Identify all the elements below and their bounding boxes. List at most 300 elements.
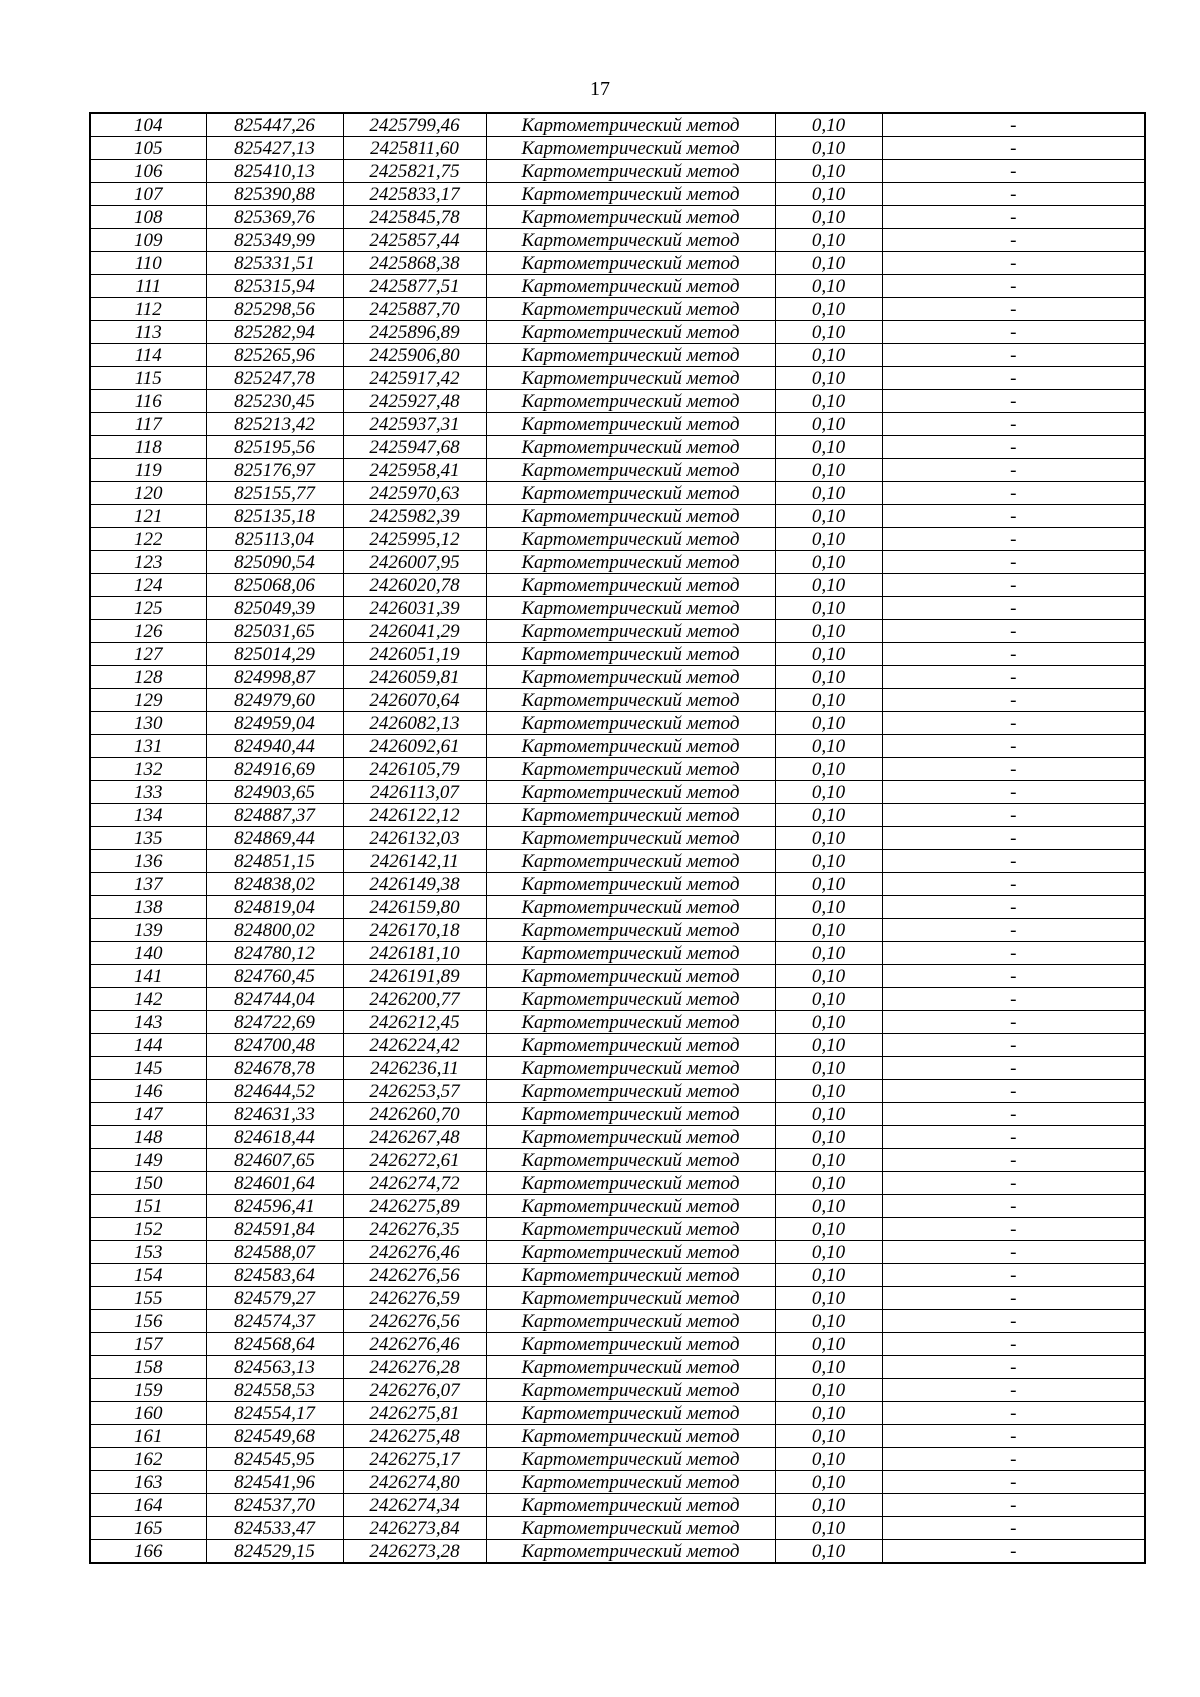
point-number-cell: 166 (90, 1540, 206, 1564)
y-coordinate-cell: 2426031,39 (343, 597, 486, 620)
method-cell: Картометрический метод (486, 574, 775, 597)
description-cell: - (882, 275, 1145, 298)
table-row (90, 1379, 1145, 1402)
accuracy-cell: 0,10 (775, 367, 882, 390)
description-cell: - (882, 1540, 1145, 1564)
point-number-cell: 138 (90, 896, 206, 919)
x-coordinate-cell: 825049,39 (206, 597, 343, 620)
method-cell: Картометрический метод (486, 988, 775, 1011)
point-number-cell: 155 (90, 1287, 206, 1310)
accuracy-cell: 0,10 (775, 1494, 882, 1517)
description-cell: - (882, 1011, 1145, 1034)
table-row (90, 321, 1145, 344)
description-cell: - (882, 229, 1145, 252)
x-coordinate-cell: 824529,15 (206, 1540, 343, 1564)
y-coordinate-cell: 2426260,70 (343, 1103, 486, 1126)
method-cell: Картометрический метод (486, 321, 775, 344)
description-cell: - (882, 1264, 1145, 1287)
point-number-cell: 141 (90, 965, 206, 988)
x-coordinate-cell: 824644,52 (206, 1080, 343, 1103)
y-coordinate-cell: 2426275,81 (343, 1402, 486, 1425)
table-row (90, 1494, 1145, 1517)
description-cell: - (882, 1241, 1145, 1264)
table-row (90, 137, 1145, 160)
method-cell: Картометрический метод (486, 551, 775, 574)
point-number-cell: 112 (90, 298, 206, 321)
method-cell: Картометрический метод (486, 1034, 775, 1057)
table-row (90, 1471, 1145, 1494)
point-number-cell: 161 (90, 1425, 206, 1448)
x-coordinate-cell: 824916,69 (206, 758, 343, 781)
accuracy-cell: 0,10 (775, 1448, 882, 1471)
table-row (90, 597, 1145, 620)
description-cell: - (882, 390, 1145, 413)
table-row (90, 413, 1145, 436)
point-number-cell: 105 (90, 137, 206, 160)
method-cell: Картометрический метод (486, 942, 775, 965)
description-cell: - (882, 643, 1145, 666)
accuracy-cell: 0,10 (775, 1333, 882, 1356)
table-row (90, 827, 1145, 850)
description-cell: - (882, 1218, 1145, 1241)
point-number-cell: 108 (90, 206, 206, 229)
point-number-cell: 131 (90, 735, 206, 758)
point-number-cell: 124 (90, 574, 206, 597)
y-coordinate-cell: 2426276,46 (343, 1333, 486, 1356)
accuracy-cell: 0,10 (775, 528, 882, 551)
method-cell: Картометрический метод (486, 1379, 775, 1402)
method-cell: Картометрический метод (486, 1356, 775, 1379)
accuracy-cell: 0,10 (775, 574, 882, 597)
description-cell: - (882, 551, 1145, 574)
accuracy-cell: 0,10 (775, 1195, 882, 1218)
accuracy-cell: 0,10 (775, 1103, 882, 1126)
description-cell: - (882, 183, 1145, 206)
method-cell: Картометрический метод (486, 827, 775, 850)
y-coordinate-cell: 2426273,84 (343, 1517, 486, 1540)
description-cell: - (882, 1356, 1145, 1379)
y-coordinate-cell: 2426274,80 (343, 1471, 486, 1494)
method-cell: Картометрический метод (486, 367, 775, 390)
y-coordinate-cell: 2426092,61 (343, 735, 486, 758)
accuracy-cell: 0,10 (775, 1034, 882, 1057)
point-number-cell: 121 (90, 505, 206, 528)
point-number-cell: 110 (90, 252, 206, 275)
x-coordinate-cell: 824591,84 (206, 1218, 343, 1241)
accuracy-cell: 0,10 (775, 1517, 882, 1540)
y-coordinate-cell: 2426122,12 (343, 804, 486, 827)
point-number-cell: 134 (90, 804, 206, 827)
table-row (90, 252, 1145, 275)
table-row (90, 620, 1145, 643)
method-cell: Картометрический метод (486, 1126, 775, 1149)
x-coordinate-cell: 824800,02 (206, 919, 343, 942)
y-coordinate-cell: 2426275,89 (343, 1195, 486, 1218)
table-row (90, 574, 1145, 597)
accuracy-cell: 0,10 (775, 827, 882, 850)
x-coordinate-cell: 824533,47 (206, 1517, 343, 1540)
point-number-cell: 165 (90, 1517, 206, 1540)
x-coordinate-cell: 824596,41 (206, 1195, 343, 1218)
x-coordinate-cell: 825282,94 (206, 321, 343, 344)
point-number-cell: 146 (90, 1080, 206, 1103)
accuracy-cell: 0,10 (775, 643, 882, 666)
table-row (90, 528, 1145, 551)
y-coordinate-cell: 2426276,56 (343, 1310, 486, 1333)
point-number-cell: 104 (90, 113, 206, 137)
table-row (90, 873, 1145, 896)
method-cell: Картометрический метод (486, 712, 775, 735)
y-coordinate-cell: 2425811,60 (343, 137, 486, 160)
table-row (90, 942, 1145, 965)
method-cell: Картометрический метод (486, 666, 775, 689)
method-cell: Картометрический метод (486, 1149, 775, 1172)
point-number-cell: 163 (90, 1471, 206, 1494)
table-row (90, 1126, 1145, 1149)
description-cell: - (882, 1379, 1145, 1402)
y-coordinate-cell: 2426276,35 (343, 1218, 486, 1241)
y-coordinate-cell: 2425958,41 (343, 459, 486, 482)
description-cell: - (882, 597, 1145, 620)
accuracy-cell: 0,10 (775, 919, 882, 942)
accuracy-cell: 0,10 (775, 551, 882, 574)
table-row (90, 275, 1145, 298)
accuracy-cell: 0,10 (775, 712, 882, 735)
accuracy-cell: 0,10 (775, 183, 882, 206)
y-coordinate-cell: 2425833,17 (343, 183, 486, 206)
table-row (90, 206, 1145, 229)
description-cell: - (882, 1425, 1145, 1448)
point-number-cell: 122 (90, 528, 206, 551)
description-cell: - (882, 850, 1145, 873)
table-row (90, 1264, 1145, 1287)
table-row (90, 1517, 1145, 1540)
table-row (90, 436, 1145, 459)
description-cell: - (882, 1172, 1145, 1195)
y-coordinate-cell: 2426020,78 (343, 574, 486, 597)
method-cell: Картометрический метод (486, 252, 775, 275)
accuracy-cell: 0,10 (775, 758, 882, 781)
table-row (90, 804, 1145, 827)
x-coordinate-cell: 824780,12 (206, 942, 343, 965)
x-coordinate-cell: 824545,95 (206, 1448, 343, 1471)
y-coordinate-cell: 2426274,34 (343, 1494, 486, 1517)
point-number-cell: 144 (90, 1034, 206, 1057)
table-row (90, 1310, 1145, 1333)
x-coordinate-cell: 824998,87 (206, 666, 343, 689)
description-cell: - (882, 1494, 1145, 1517)
point-number-cell: 145 (90, 1057, 206, 1080)
table-row (90, 1172, 1145, 1195)
table-row (90, 298, 1145, 321)
description-cell: - (882, 367, 1145, 390)
description-cell: - (882, 735, 1145, 758)
y-coordinate-cell: 2425821,75 (343, 160, 486, 183)
x-coordinate-cell: 824541,96 (206, 1471, 343, 1494)
page-number: 17 (590, 78, 610, 100)
point-number-cell: 118 (90, 436, 206, 459)
method-cell: Картометрический метод (486, 482, 775, 505)
method-cell: Картометрический метод (486, 206, 775, 229)
point-number-cell: 111 (90, 275, 206, 298)
table-row (90, 482, 1145, 505)
y-coordinate-cell: 2426181,10 (343, 942, 486, 965)
point-number-cell: 115 (90, 367, 206, 390)
x-coordinate-cell: 824601,64 (206, 1172, 343, 1195)
accuracy-cell: 0,10 (775, 1241, 882, 1264)
description-cell: - (882, 919, 1145, 942)
x-coordinate-cell: 824549,68 (206, 1425, 343, 1448)
x-coordinate-cell: 825247,78 (206, 367, 343, 390)
table-row (90, 1402, 1145, 1425)
method-cell: Картометрический метод (486, 390, 775, 413)
point-number-cell: 142 (90, 988, 206, 1011)
accuracy-cell: 0,10 (775, 1540, 882, 1564)
method-cell: Картометрический метод (486, 160, 775, 183)
y-coordinate-cell: 2426276,59 (343, 1287, 486, 1310)
point-number-cell: 133 (90, 781, 206, 804)
x-coordinate-cell: 825230,45 (206, 390, 343, 413)
point-number-cell: 132 (90, 758, 206, 781)
x-coordinate-cell: 824583,64 (206, 1264, 343, 1287)
x-coordinate-cell: 824722,69 (206, 1011, 343, 1034)
table-row (90, 643, 1145, 666)
description-cell: - (882, 1080, 1145, 1103)
x-coordinate-cell: 825447,26 (206, 113, 343, 137)
description-cell: - (882, 1103, 1145, 1126)
y-coordinate-cell: 2425877,51 (343, 275, 486, 298)
description-cell: - (882, 206, 1145, 229)
x-coordinate-cell: 824903,65 (206, 781, 343, 804)
method-cell: Картометрический метод (486, 850, 775, 873)
table-row (90, 1034, 1145, 1057)
description-cell: - (882, 321, 1145, 344)
y-coordinate-cell: 2426274,72 (343, 1172, 486, 1195)
table-row (90, 459, 1145, 482)
table-row (90, 1195, 1145, 1218)
method-cell: Картометрический метод (486, 1540, 775, 1564)
accuracy-cell: 0,10 (775, 1011, 882, 1034)
method-cell: Картометрический метод (486, 1402, 775, 1425)
description-cell: - (882, 1517, 1145, 1540)
point-number-cell: 113 (90, 321, 206, 344)
table-row (90, 551, 1145, 574)
point-number-cell: 148 (90, 1126, 206, 1149)
method-cell: Картометрический метод (486, 1241, 775, 1264)
x-coordinate-cell: 824537,70 (206, 1494, 343, 1517)
x-coordinate-cell: 825195,56 (206, 436, 343, 459)
y-coordinate-cell: 2425927,48 (343, 390, 486, 413)
x-coordinate-cell: 824838,02 (206, 873, 343, 896)
accuracy-cell: 0,10 (775, 113, 882, 137)
y-coordinate-cell: 2425868,38 (343, 252, 486, 275)
accuracy-cell: 0,10 (775, 1471, 882, 1494)
description-cell: - (882, 965, 1145, 988)
accuracy-cell: 0,10 (775, 1172, 882, 1195)
description-cell: - (882, 942, 1145, 965)
point-number-cell: 150 (90, 1172, 206, 1195)
description-cell: - (882, 436, 1145, 459)
accuracy-cell: 0,10 (775, 942, 882, 965)
description-cell: - (882, 666, 1145, 689)
x-coordinate-cell: 824887,37 (206, 804, 343, 827)
method-cell: Картометрический метод (486, 965, 775, 988)
description-cell: - (882, 1195, 1145, 1218)
point-number-cell: 143 (90, 1011, 206, 1034)
accuracy-cell: 0,10 (775, 413, 882, 436)
table-row (90, 1540, 1145, 1564)
method-cell: Картометрический метод (486, 1195, 775, 1218)
point-number-cell: 129 (90, 689, 206, 712)
accuracy-cell: 0,10 (775, 252, 882, 275)
description-cell: - (882, 689, 1145, 712)
y-coordinate-cell: 2425845,78 (343, 206, 486, 229)
y-coordinate-cell: 2426170,18 (343, 919, 486, 942)
y-coordinate-cell: 2426276,46 (343, 1241, 486, 1264)
y-coordinate-cell: 2426132,03 (343, 827, 486, 850)
x-coordinate-cell: 824554,17 (206, 1402, 343, 1425)
point-number-cell: 156 (90, 1310, 206, 1333)
accuracy-cell: 0,10 (775, 298, 882, 321)
x-coordinate-cell: 824744,04 (206, 988, 343, 1011)
description-cell: - (882, 505, 1145, 528)
y-coordinate-cell: 2426275,17 (343, 1448, 486, 1471)
method-cell: Картометрический метод (486, 113, 775, 137)
accuracy-cell: 0,10 (775, 1310, 882, 1333)
table-row (90, 1333, 1145, 1356)
y-coordinate-cell: 2426149,38 (343, 873, 486, 896)
table-body (90, 113, 1145, 1563)
table-row (90, 1425, 1145, 1448)
accuracy-cell: 0,10 (775, 735, 882, 758)
table-row (90, 896, 1145, 919)
point-number-cell: 116 (90, 390, 206, 413)
x-coordinate-cell: 824851,15 (206, 850, 343, 873)
method-cell: Картометрический метод (486, 298, 775, 321)
x-coordinate-cell: 825427,13 (206, 137, 343, 160)
y-coordinate-cell: 2425995,12 (343, 528, 486, 551)
point-number-cell: 151 (90, 1195, 206, 1218)
description-cell: - (882, 482, 1145, 505)
x-coordinate-cell: 824588,07 (206, 1241, 343, 1264)
x-coordinate-cell: 825315,94 (206, 275, 343, 298)
method-cell: Картометрический метод (486, 183, 775, 206)
point-number-cell: 120 (90, 482, 206, 505)
y-coordinate-cell: 2426253,57 (343, 1080, 486, 1103)
method-cell: Картометрический метод (486, 1425, 775, 1448)
accuracy-cell: 0,10 (775, 344, 882, 367)
table-row (90, 113, 1145, 137)
accuracy-cell: 0,10 (775, 436, 882, 459)
y-coordinate-cell: 2426212,45 (343, 1011, 486, 1034)
method-cell: Картометрический метод (486, 689, 775, 712)
y-coordinate-cell: 2426273,28 (343, 1540, 486, 1564)
x-coordinate-cell: 824979,60 (206, 689, 343, 712)
table-row (90, 735, 1145, 758)
y-coordinate-cell: 2425982,39 (343, 505, 486, 528)
x-coordinate-cell: 824819,04 (206, 896, 343, 919)
table-row (90, 390, 1145, 413)
accuracy-cell: 0,10 (775, 850, 882, 873)
method-cell: Картометрический метод (486, 1517, 775, 1540)
x-coordinate-cell: 824574,37 (206, 1310, 343, 1333)
x-coordinate-cell: 825410,13 (206, 160, 343, 183)
x-coordinate-cell: 825349,99 (206, 229, 343, 252)
method-cell: Картометрический метод (486, 1011, 775, 1034)
description-cell: - (882, 137, 1145, 160)
point-number-cell: 136 (90, 850, 206, 873)
description-cell: - (882, 712, 1145, 735)
table-row (90, 1080, 1145, 1103)
table-row (90, 1218, 1145, 1241)
point-number-cell: 127 (90, 643, 206, 666)
table-row (90, 758, 1145, 781)
y-coordinate-cell: 2426159,80 (343, 896, 486, 919)
method-cell: Картометрический метод (486, 1333, 775, 1356)
method-cell: Картометрический метод (486, 505, 775, 528)
y-coordinate-cell: 2425970,63 (343, 482, 486, 505)
description-cell: - (882, 252, 1145, 275)
accuracy-cell: 0,10 (775, 666, 882, 689)
y-coordinate-cell: 2426200,77 (343, 988, 486, 1011)
method-cell: Картометрический метод (486, 1057, 775, 1080)
method-cell: Картометрический метод (486, 597, 775, 620)
method-cell: Картометрический метод (486, 1264, 775, 1287)
method-cell: Картометрический метод (486, 1172, 775, 1195)
description-cell: - (882, 528, 1145, 551)
point-number-cell: 164 (90, 1494, 206, 1517)
accuracy-cell: 0,10 (775, 804, 882, 827)
accuracy-cell: 0,10 (775, 1379, 882, 1402)
table-row (90, 850, 1145, 873)
method-cell: Картометрический метод (486, 919, 775, 942)
accuracy-cell: 0,10 (775, 988, 882, 1011)
table-row (90, 1241, 1145, 1264)
x-coordinate-cell: 825331,51 (206, 252, 343, 275)
x-coordinate-cell: 825014,29 (206, 643, 343, 666)
description-cell: - (882, 781, 1145, 804)
y-coordinate-cell: 2426267,48 (343, 1126, 486, 1149)
table-row (90, 1287, 1145, 1310)
y-coordinate-cell: 2425917,42 (343, 367, 486, 390)
description-cell: - (882, 804, 1145, 827)
y-coordinate-cell: 2426070,64 (343, 689, 486, 712)
table-row (90, 781, 1145, 804)
accuracy-cell: 0,10 (775, 1264, 882, 1287)
accuracy-cell: 0,10 (775, 505, 882, 528)
x-coordinate-cell: 824678,78 (206, 1057, 343, 1080)
point-number-cell: 128 (90, 666, 206, 689)
y-coordinate-cell: 2426041,29 (343, 620, 486, 643)
accuracy-cell: 0,10 (775, 1057, 882, 1080)
accuracy-cell: 0,10 (775, 896, 882, 919)
method-cell: Картометрический метод (486, 1471, 775, 1494)
description-cell: - (882, 574, 1145, 597)
table-row (90, 965, 1145, 988)
x-coordinate-cell: 825031,65 (206, 620, 343, 643)
description-cell: - (882, 1287, 1145, 1310)
x-coordinate-cell: 824760,45 (206, 965, 343, 988)
accuracy-cell: 0,10 (775, 206, 882, 229)
method-cell: Картометрический метод (486, 275, 775, 298)
method-cell: Картометрический метод (486, 735, 775, 758)
x-coordinate-cell: 825090,54 (206, 551, 343, 574)
method-cell: Картометрический метод (486, 1080, 775, 1103)
y-coordinate-cell: 2426105,79 (343, 758, 486, 781)
y-coordinate-cell: 2426276,07 (343, 1379, 486, 1402)
description-cell: - (882, 827, 1145, 850)
point-number-cell: 106 (90, 160, 206, 183)
